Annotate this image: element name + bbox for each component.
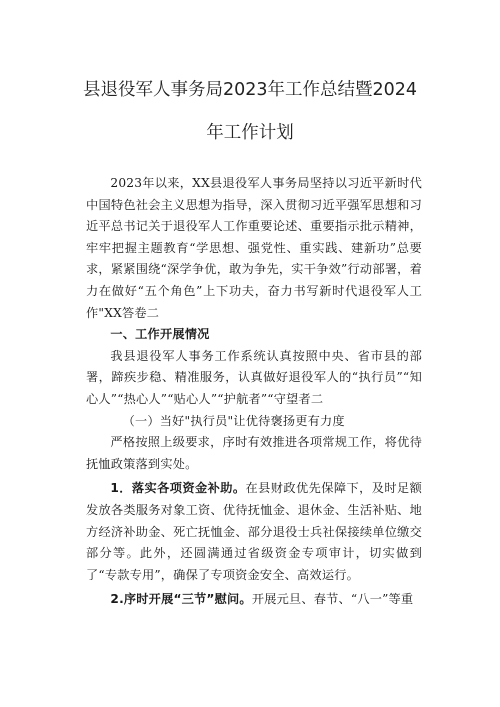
subsection-heading: （一）当好"执行员"让优待褒扬更有力度 bbox=[122, 413, 345, 428]
subsection-paragraph: 严格按照上级要求，序时有效推进各项常规工作，将优待抚恤政策落到实处。 bbox=[86, 435, 422, 471]
document-title-line-2: 年工作计划 bbox=[206, 123, 294, 143]
item-2-lead: 2.序时开展“三节”慰问。 bbox=[110, 592, 252, 607]
item-2-paragraph bbox=[86, 589, 422, 611]
item-2-text: 开展元旦、春节、“八一”等重 bbox=[251, 592, 414, 607]
section-paragraph: 我县退役军人事务工作系统认真按照中央、省市县的部署，蹄疾步稳、精准服务，认真做好退役军人的“执行员”“知心人”“热心人”“贴心人”“护航者”“守望者二 bbox=[86, 348, 422, 406]
item-1-lead: 1．落实各项资金补助。 bbox=[110, 481, 246, 496]
document-body bbox=[86, 173, 422, 611]
item-1-paragraph bbox=[86, 478, 422, 586]
document-title-line-1: 县退役军人事务局2023年工作总结暨2024 bbox=[82, 80, 418, 100]
section-heading: 一、工作开展情况 bbox=[110, 327, 210, 342]
intro-paragraph: 2023年以来，XX县退役军人事务局坚持以习近平新时代中国特色社会主义思想为指导，深入贯彻习近平强军思想和习近平总书记关于退役军人工作重要论述、重要指示批示精神，牢牢把握主题教育“学思想、强党性、重实践、建新功”总要求，紧紧围绕“深学争优，敢为争先，实干争效”行动部署，着力在做好“五个角色”上下功夫，奋力书写新时代退役军人工作"XX答卷二 bbox=[86, 176, 422, 320]
item-1-text: 在县财政优先保障下，及时足额发放各类服务对象工资、优待抚恤金、退休金、生活补贴、地方经济补助金、死亡抚恤金、部分退役士兵社保接续单位缴交部分等。此外，还圆满通过省级资金专项审计，切实做到了“专款专用”，确保了专项资金安全、高效运行。 bbox=[86, 481, 422, 582]
